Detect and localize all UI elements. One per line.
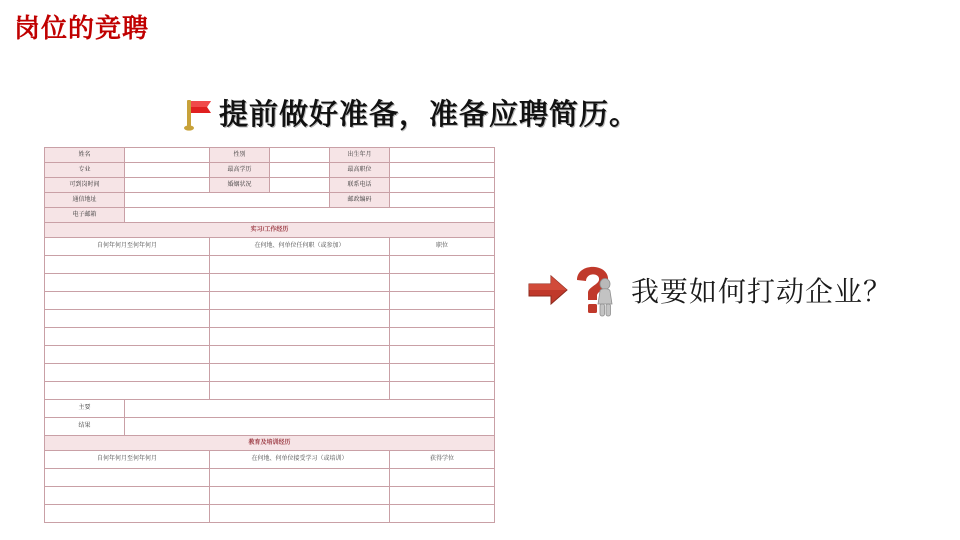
- cell-blank: [45, 487, 210, 505]
- cell-blank: [210, 505, 390, 523]
- table-row: [45, 208, 495, 223]
- cell-label-gender: 性别: [210, 148, 270, 163]
- cell-value-name: [125, 148, 210, 163]
- cell-blank: [390, 382, 495, 400]
- resume-form-image: [44, 147, 494, 523]
- cell-blank: [210, 310, 390, 328]
- cell-value-email: [125, 208, 495, 223]
- table-row: [45, 364, 495, 382]
- table-row: [45, 256, 495, 274]
- cell-label-top-position: 最高职位: [330, 163, 390, 178]
- cell-value-top-position: [390, 163, 495, 178]
- col-header-work-period: 自何年何月至何年何月: [45, 238, 210, 256]
- col-header-work-place: 在何地、何单位任何职（或参加）: [210, 238, 390, 256]
- cell-blank: [45, 292, 210, 310]
- cell-label-phone: 联系电话: [330, 178, 390, 193]
- table-row: [45, 292, 495, 310]
- cell-blank: [390, 292, 495, 310]
- red-arrow-icon: [527, 273, 569, 307]
- cell-value-zip: [390, 193, 495, 208]
- table-row: [45, 193, 495, 208]
- cell-blank: [210, 256, 390, 274]
- cell-label-birth: 出生年月: [330, 148, 390, 163]
- cell-value-address: [125, 193, 330, 208]
- cell-blank: [45, 364, 210, 382]
- table-row: [45, 418, 495, 436]
- table-row: [45, 346, 495, 364]
- table-row: [45, 469, 495, 487]
- section-header-education: 教育及培训经历: [45, 436, 495, 451]
- cell-blank: [390, 487, 495, 505]
- page-title: 岗位的竞聘: [14, 13, 150, 43]
- col-header-edu-degree: 获得学位: [390, 451, 495, 469]
- cell-label-summary-line2: 结果: [45, 418, 125, 436]
- cell-value-phone: [390, 178, 495, 193]
- col-header-edu-place: 在何地、何单位接受学习（或培训）: [210, 451, 390, 469]
- cell-blank: [45, 328, 210, 346]
- cell-label-address: 通信地址: [45, 193, 125, 208]
- cell-blank: [45, 346, 210, 364]
- col-header-edu-period: 自何年何月至何年何月: [45, 451, 210, 469]
- section-header-work: 实习/工作经历: [45, 223, 495, 238]
- cell-blank: [45, 256, 210, 274]
- cell-blank: [390, 274, 495, 292]
- cell-blank: [390, 256, 495, 274]
- cell-blank: [390, 364, 495, 382]
- table-row: [45, 328, 495, 346]
- table-row: [45, 274, 495, 292]
- cell-blank: [45, 382, 210, 400]
- cell-blank: [390, 346, 495, 364]
- cell-label-name: 姓名: [45, 148, 125, 163]
- cell-value-major: [125, 163, 210, 178]
- cell-blank: [210, 469, 390, 487]
- cell-blank: [210, 364, 390, 382]
- table-header-row: [45, 451, 495, 469]
- cell-label-email: 电子邮箱: [45, 208, 125, 223]
- cell-value-marriage: [270, 178, 330, 193]
- cell-value-gender: [270, 148, 330, 163]
- table-row: [45, 163, 495, 178]
- cell-label-available-date: 可到岗时间: [45, 178, 125, 193]
- cell-blank: [390, 328, 495, 346]
- question-block: [527, 262, 892, 318]
- cell-blank: [390, 310, 495, 328]
- cell-blank: [210, 382, 390, 400]
- red-flag-icon: [175, 94, 213, 132]
- cell-blank: [210, 346, 390, 364]
- table-row: [45, 310, 495, 328]
- cell-label-education: 最高学历: [210, 163, 270, 178]
- table-row: [45, 178, 495, 193]
- cell-value-birth: [390, 148, 495, 163]
- question-text: 我要如何打动企业？: [631, 277, 893, 308]
- table-section-row: [45, 223, 495, 238]
- table-row: [45, 400, 495, 418]
- cell-label-zip: 邮政编码: [330, 193, 390, 208]
- cell-blank: [390, 469, 495, 487]
- table-row: [45, 505, 495, 523]
- table-row: [45, 487, 495, 505]
- cell-blank: [45, 469, 210, 487]
- table-section-row: [45, 436, 495, 451]
- question-mark-figure-icon: [571, 264, 623, 320]
- headline-text: 提前做好准备，准备应聘简历。: [219, 99, 640, 131]
- resume-table: [44, 147, 495, 523]
- cell-value-summary-line1: [125, 400, 495, 418]
- table-row: [45, 382, 495, 400]
- cell-label-summary-line1: 主要: [45, 400, 125, 418]
- cell-value-available-date: [125, 178, 210, 193]
- table-row: [45, 148, 495, 163]
- cell-blank: [45, 505, 210, 523]
- cell-blank: [390, 505, 495, 523]
- cell-blank: [210, 274, 390, 292]
- col-header-work-position: 职位: [390, 238, 495, 256]
- cell-value-education: [270, 163, 330, 178]
- headline-block: [175, 92, 639, 133]
- cell-label-marriage: 婚姻状况: [210, 178, 270, 193]
- cell-value-summary-line2: [125, 418, 495, 436]
- cell-blank: [45, 274, 210, 292]
- cell-label-major: 专业: [45, 163, 125, 178]
- table-header-row: [45, 238, 495, 256]
- cell-blank: [210, 328, 390, 346]
- cell-blank: [45, 310, 210, 328]
- cell-blank: [210, 487, 390, 505]
- cell-blank: [210, 292, 390, 310]
